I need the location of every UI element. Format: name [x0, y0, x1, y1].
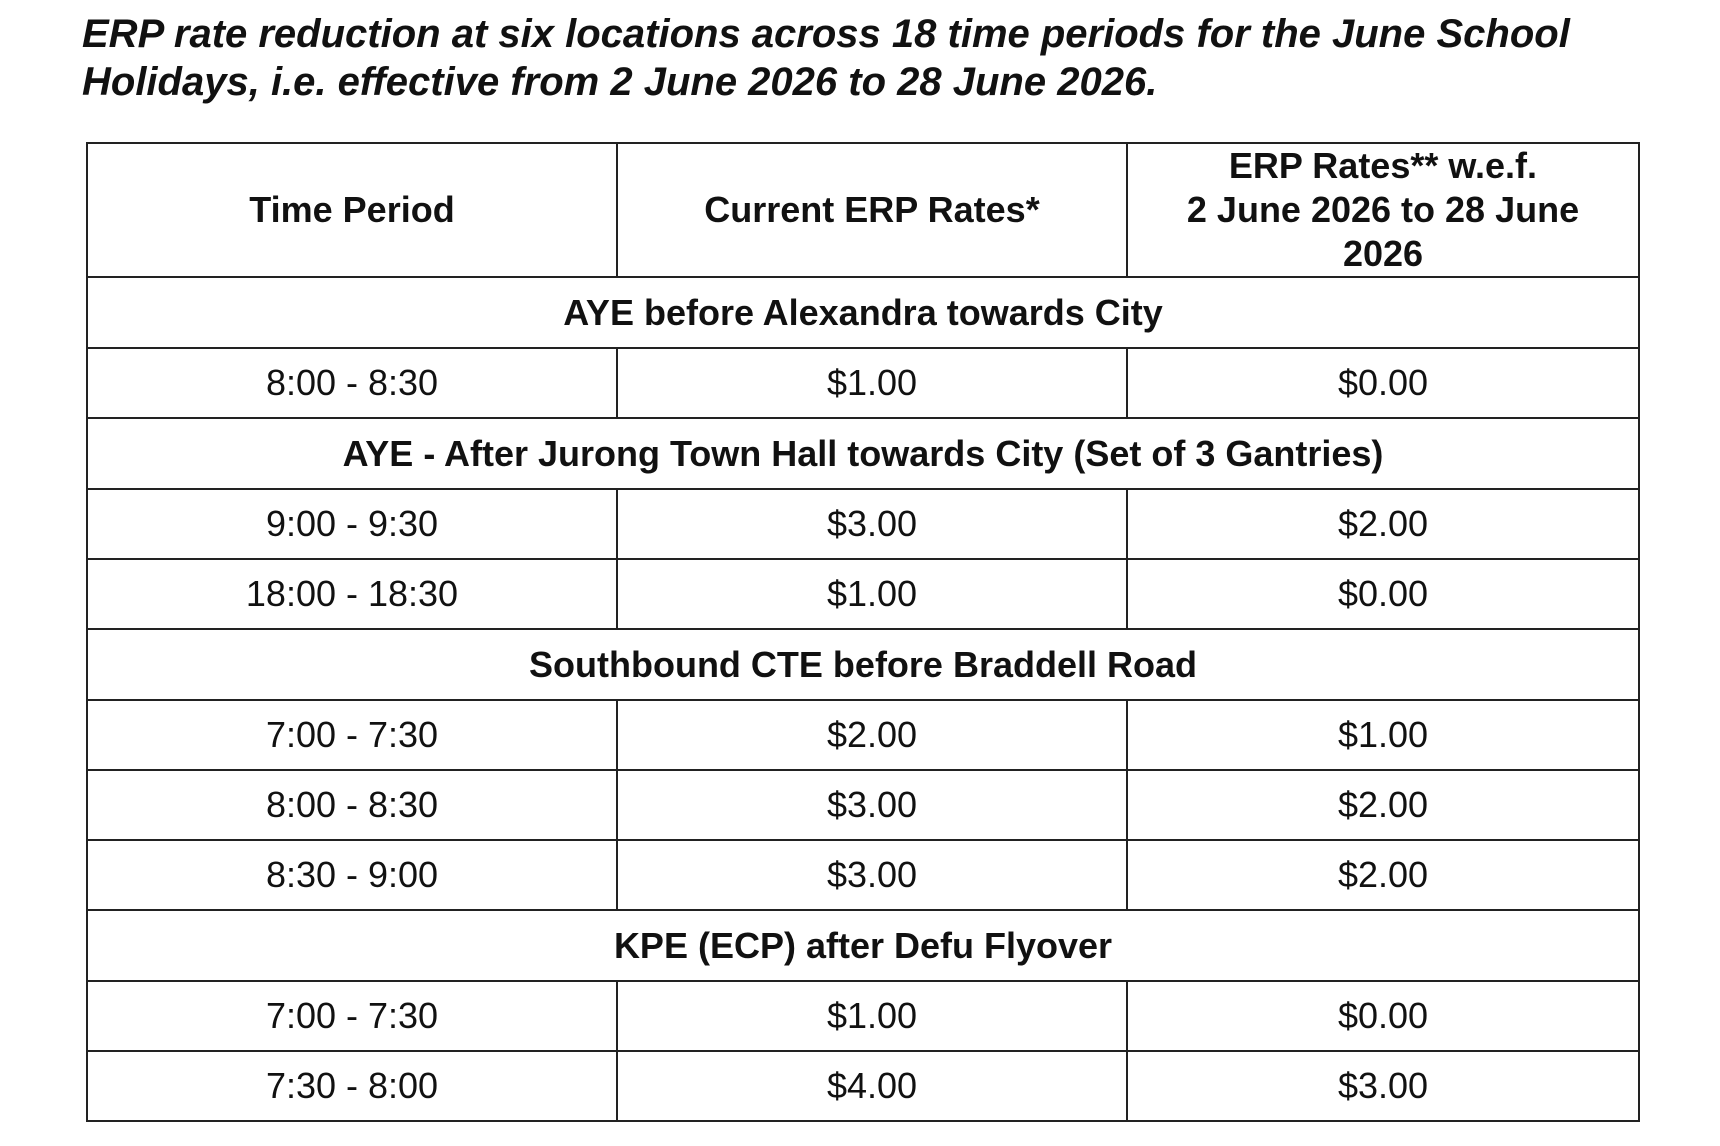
time-period-cell: 8:00 - 8:30 [87, 770, 617, 840]
new-rate-cell: $3.00 [1127, 1051, 1639, 1121]
header-new-rates-line-2: 2 June 2026 to 28 June [1186, 189, 1580, 230]
table-row [87, 559, 1639, 629]
time-period-cell: 7:00 - 7:30 [87, 981, 617, 1051]
section-title: Southbound CTE before Braddell Road [87, 629, 1639, 700]
current-rate-cell: $1.00 [617, 348, 1127, 418]
section-title: KPE (ECP) after Defu Flyover [87, 910, 1639, 981]
current-rate-cell: $3.00 [617, 489, 1127, 559]
table-row [87, 981, 1639, 1051]
table-row [87, 840, 1639, 910]
header-new-rates [1127, 143, 1639, 277]
header-time-period: Time Period [87, 143, 617, 277]
current-rate-cell: $3.00 [617, 770, 1127, 840]
new-rate-cell: $0.00 [1127, 981, 1639, 1051]
time-period-cell: 8:00 - 8:30 [87, 348, 617, 418]
table-row [87, 700, 1639, 770]
header-current-rates: Current ERP Rates* [617, 143, 1127, 277]
heading-line-1: ERP rate reduction at six locations across 18 time periods for the June School [82, 12, 1570, 56]
current-rate-cell: $3.00 [617, 840, 1127, 910]
table-row [87, 770, 1639, 840]
current-rate-cell: $1.00 [617, 981, 1127, 1051]
new-rate-cell: $0.00 [1127, 559, 1639, 629]
header-new-rates-line-1: ERP Rates** w.e.f. [1228, 145, 1538, 186]
new-rate-cell: $0.00 [1127, 348, 1639, 418]
time-period-cell: 7:30 - 8:00 [87, 1051, 617, 1121]
time-period-cell: 18:00 - 18:30 [87, 559, 617, 629]
table-header-row [87, 143, 1639, 277]
table-row [87, 489, 1639, 559]
section-title: AYE - After Jurong Town Hall towards City (Set of 3 Gantries) [87, 418, 1639, 489]
current-rate-cell: $1.00 [617, 559, 1127, 629]
section-title: AYE before Alexandra towards City [87, 277, 1639, 348]
heading-line-2: Holidays, i.e. effective from 2 June 2026 to 28 June 2026. [82, 60, 1158, 104]
new-rate-cell: $1.00 [1127, 700, 1639, 770]
section-row [87, 277, 1639, 348]
erp-rate-table [86, 142, 1640, 1122]
new-rate-cell: $2.00 [1127, 770, 1639, 840]
time-period-cell: 8:30 - 9:00 [87, 840, 617, 910]
new-rate-cell: $2.00 [1127, 489, 1639, 559]
header-new-rates-line-3: 2026 [1342, 233, 1424, 274]
new-rate-cell: $2.00 [1127, 840, 1639, 910]
table-row [87, 348, 1639, 418]
section-row [87, 418, 1639, 489]
time-period-cell: 9:00 - 9:30 [87, 489, 617, 559]
section-row [87, 910, 1639, 981]
current-rate-cell: $2.00 [617, 700, 1127, 770]
section-row [87, 629, 1639, 700]
time-period-cell: 7:00 - 7:30 [87, 700, 617, 770]
document-heading [82, 10, 1662, 106]
table-row [87, 1051, 1639, 1121]
current-rate-cell: $4.00 [617, 1051, 1127, 1121]
